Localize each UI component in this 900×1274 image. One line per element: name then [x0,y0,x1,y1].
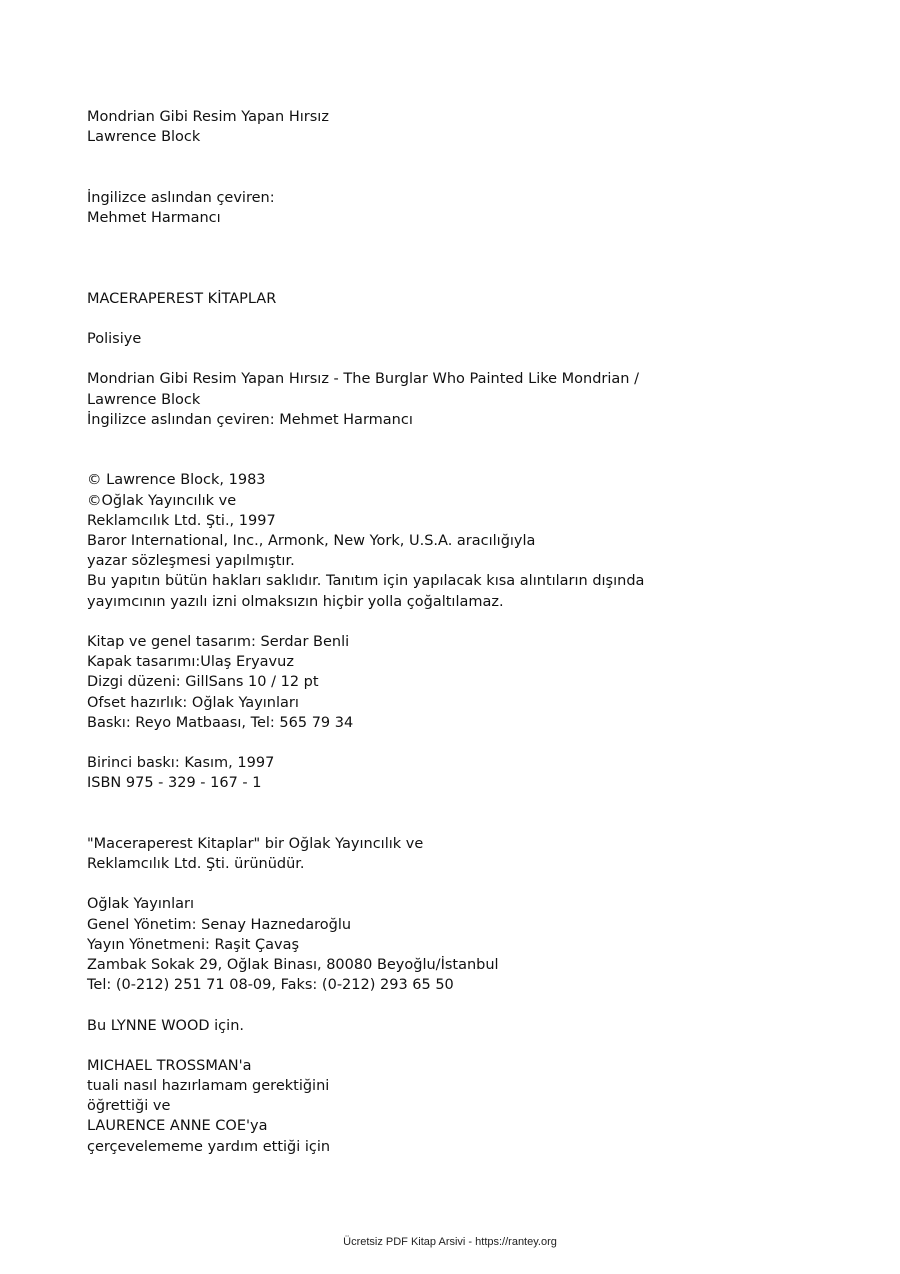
publisher-block [87,894,847,995]
dedication-line: çerçevelememe yardım ettiği için [87,1138,331,1155]
book-info-line: Lawrence Block [87,391,201,408]
publisher-line: Yayın Yönetmeni: Raşit Çavaş [87,936,300,953]
copyright-line: ©Oğlak Yayıncılık ve [87,492,237,509]
translator-block [87,188,847,228]
dedication-line: LAURENCE ANNE COE'ya [87,1118,268,1135]
brand-note-line: "Maceraperest Kitaplar" bir Oğlak Yayıncılık ve [87,835,424,852]
credit-line: Ofset hazırlık: Oğlak Yayınları [87,694,299,711]
genre: Polisiye [87,331,142,348]
brand-note-line: Reklamcılık Ltd. Şti. ürünüdür. [87,856,305,873]
publisher-address: Zambak Sokak 29, Oğlak Binası, 80080 Beyoğlu/İstanbul [87,956,499,973]
credit-line: Baskı: Reyo Matbaası, Tel: 565 79 34 [87,714,354,731]
title-block [87,107,847,147]
copyright-line: yazar sözleşmesi yapılmıştır. [87,553,295,570]
book-title: Mondrian Gibi Resim Yapan Hırsız [87,109,329,125]
document-page [87,107,847,1157]
credit-line: Kitap ve genel tasarım: Serdar Benli [87,633,350,650]
book-info-line: Mondrian Gibi Resim Yapan Hırsız - The Burglar Who Painted Like Mondrian / [87,371,639,388]
brand-note [87,834,847,874]
copyright-block [87,470,847,611]
book-author: Lawrence Block [87,129,201,146]
publisher-phone: Tel: (0-212) 251 71 08-09, Faks: (0-212) 293 65 50 [87,977,454,994]
copyright-line: © Lawrence Block, 1983 [87,472,266,489]
page-footer: Ücretsiz PDF Kitap Arsivi - https://rantey.org [343,1236,557,1248]
copyright-line: Reklamcılık Ltd. Şti., 1997 [87,512,276,529]
translator-name: Mehmet Harmancı [87,209,221,226]
edition-block [87,753,847,793]
isbn: ISBN 975 - 329 - 167 - 1 [87,775,262,792]
copyright-line: Baror International, Inc., Armonk, New York, U.S.A. aracılığıyla [87,533,536,549]
book-info-line: İngilizce aslından çeviren: Mehmet Harmancı [87,411,413,428]
credit-line: Dizgi düzeni: GillSans 10 / 12 pt [87,674,319,691]
dedication-line: MICHAEL TROSSMAN'a [87,1057,252,1074]
dedication-line: öğrettiği ve [87,1098,171,1115]
publisher-line: Oğlak Yayınları [87,896,194,913]
copyright-line: Bu yapıtın bütün hakları saklıdır. Tanıtım için yapılacak kısa alıntıların dışında [87,573,645,590]
copyright-line: yayımcının yazılı izni olmaksızın hiçbir yolla çoğaltılamaz. [87,593,504,610]
publisher-line: Genel Yönetim: Senay Haznedaroğlu [87,916,352,933]
production-credits [87,632,847,733]
translator-label: İngilizce aslından çeviren: [87,189,275,206]
series-name: MACERAPEREST KİTAPLAR [87,290,277,307]
edition-line: Birinci baskı: Kasım, 1997 [87,755,275,772]
dedication-block [87,1056,847,1157]
dedication-line: Bu LYNNE WOOD için. [87,1017,244,1034]
dedication-line: tuali nasıl hazırlamam gerektiğini [87,1078,330,1095]
book-info-block [87,369,847,430]
credit-line: Kapak tasarımı:Ulaş Eryavuz [87,654,294,671]
